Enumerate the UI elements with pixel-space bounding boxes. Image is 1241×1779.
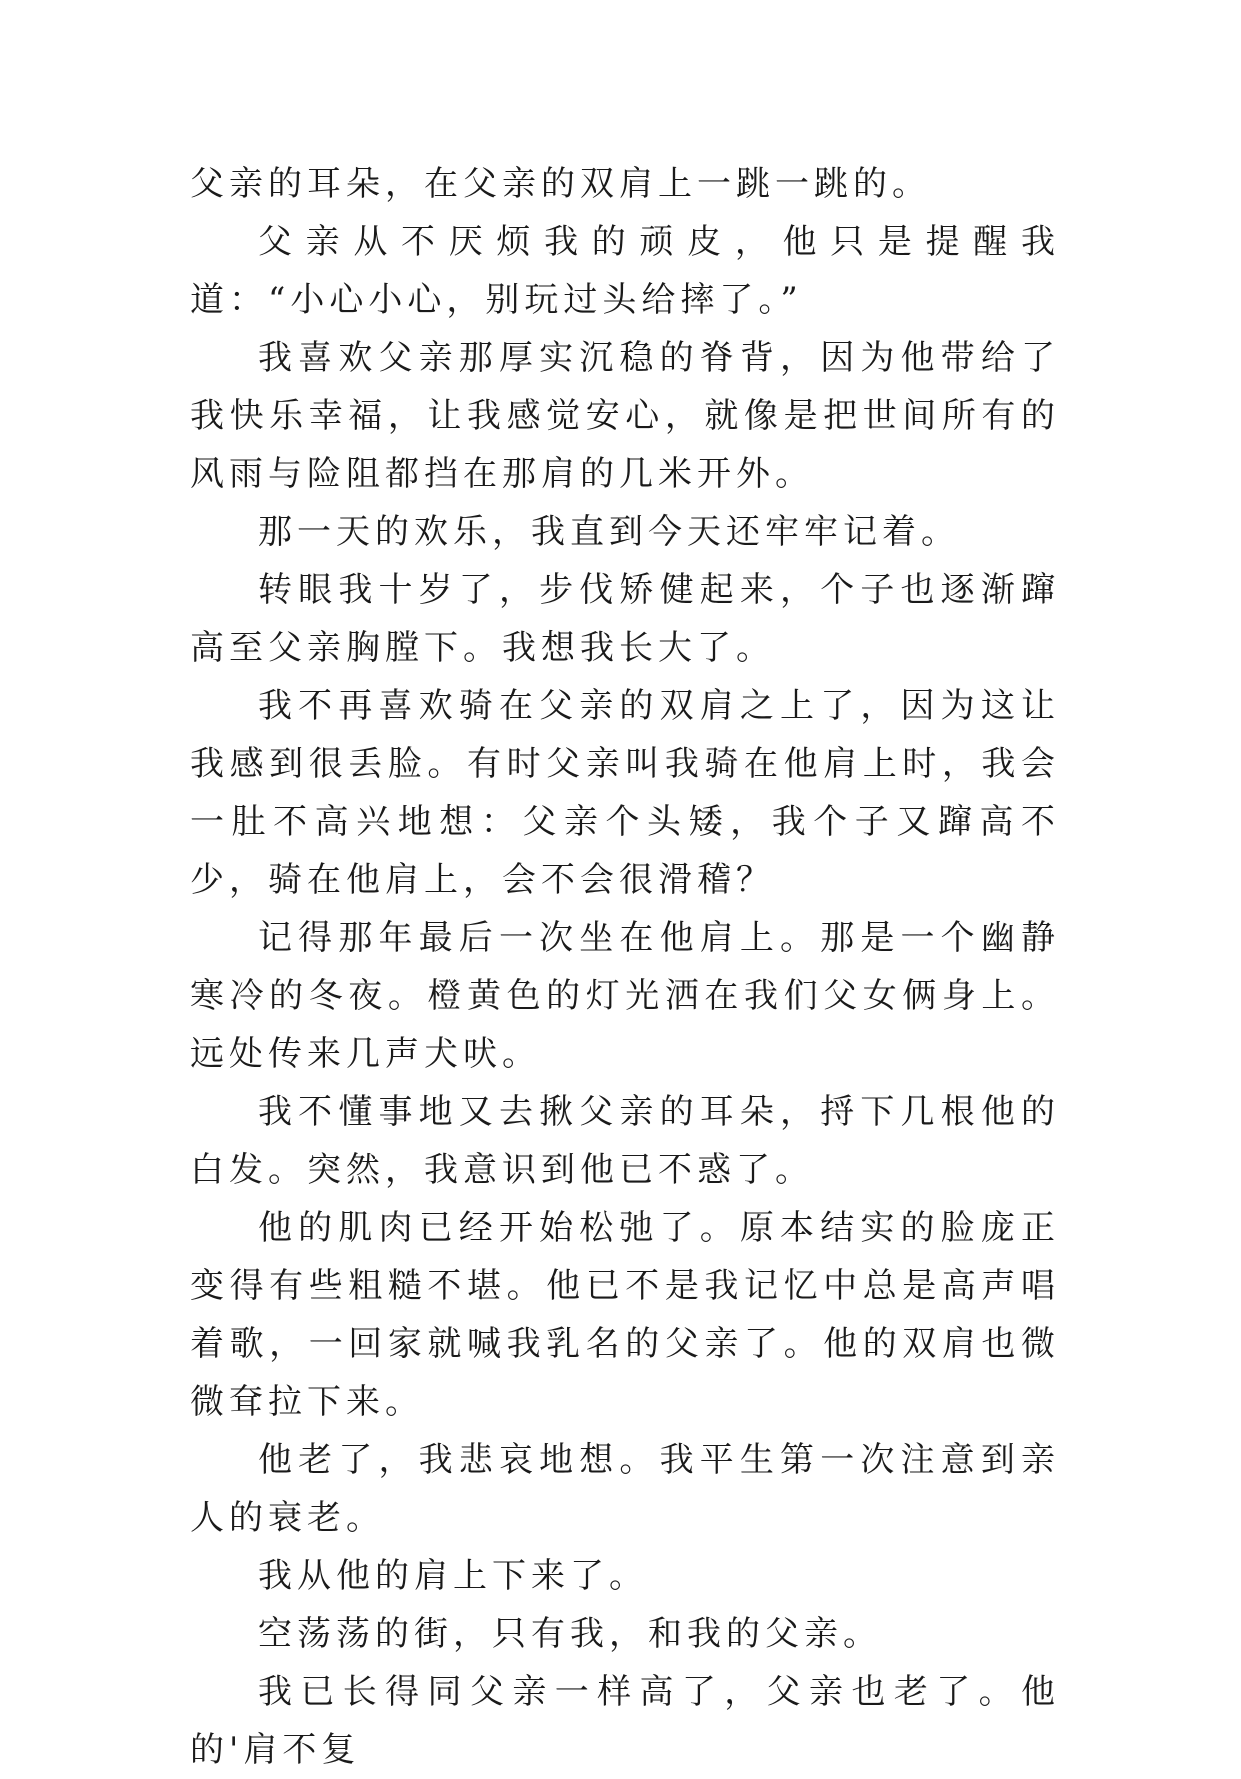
paragraph-4: 那一天的欢乐，我直到今天还牢牢记着。: [258, 512, 960, 552]
paragraph-1: 父亲的耳朵，在父亲的双肩上一跳一跳的。: [190, 164, 931, 204]
paragraph-2: 父亲从不厌烦我的顽皮，他只是提醒我道：“小心小心，别玩过头给摔了。”: [190, 222, 1060, 320]
paragraph-8: 我不懂事地又去揪父亲的耳朵，捋下几根他的白发。突然，我意识到他已不惑了。: [190, 1092, 1060, 1190]
paragraph-13: 我已长得同父亲一样高了，父亲也老了。他的'肩不复: [190, 1672, 1060, 1770]
paragraph-11: 我从他的肩上下来了。: [258, 1556, 648, 1596]
paragraph-3: 我喜欢父亲那厚实沉稳的脊背，因为他带给了我快乐幸福，让我感觉安心，就像是把世间所有的风雨与险阻都挡在那肩的几米开外。: [190, 338, 1060, 494]
paragraph-9: 他的肌肉已经开始松弛了。原本结实的脸庞正变得有些粗糙不堪。他已不是我记忆中总是高声唱着歌，一回家就喊我乳名的父亲了。他的双肩也微微耷拉下来。: [190, 1208, 1060, 1422]
paragraph-5: 转眼我十岁了，步伐矫健起来，个子也逐渐蹿高至父亲胸膛下。我想我长大了。: [190, 570, 1060, 668]
paragraph-12: 空荡荡的街，只有我，和我的父亲。: [258, 1614, 882, 1654]
paragraph-6: 我不再喜欢骑在父亲的双肩之上了，因为这让我感到很丢脸。有时父亲叫我骑在他肩上时，我会一肚不高兴地想：父亲个头矮，我个子又蹿高不少，骑在他肩上，会不会很滑稽？: [190, 686, 1060, 900]
paragraph-10: 他老了，我悲哀地想。我平生第一次注意到亲人的衰老。: [190, 1440, 1060, 1538]
document-page: [190, 155, 1060, 1779]
paragraph-7: 记得那年最后一次坐在他肩上。那是一个幽静寒冷的冬夜。橙黄色的灯光洒在我们父女俩身上。远处传来几声犬吠。: [190, 918, 1060, 1074]
